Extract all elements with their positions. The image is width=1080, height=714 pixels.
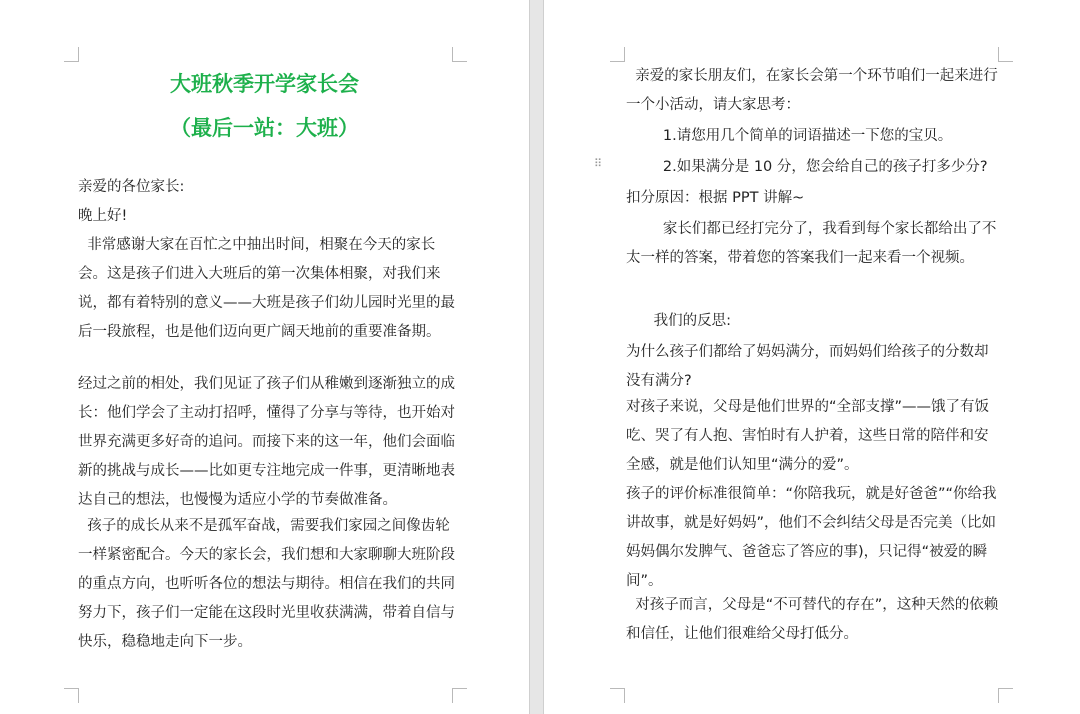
document-subtitle: （最后一站：大班） — [170, 116, 359, 140]
cooperation-paragraph: 孩子的成长从来不是孤军奋战，需要我们家园之间像齿轮一样紧密配合。今天的家长会，我们想和大家聊聊大班阶段的重点方向，也听听各位的想法与期待。相信在我们的共同努力下，孩子们一定能在这段时光里收获满满，带着自信与快乐，稳稳地走向下一步。 — [78, 518, 455, 650]
crop-mark-bottom-right — [452, 688, 467, 703]
crop-mark-top-right — [998, 47, 1013, 62]
reflection-irreplaceable: 对孩子而言，父母是“不可替代的存在”，这种天然的依赖和信任，让他们很难给父母打低分。 — [626, 597, 999, 642]
crop-mark-bottom-left — [64, 688, 79, 703]
intro-paragraph: 非常感谢大家在百忙之中抽出时间，相聚在今天的家长会。这是孩子们进入大班后的第一次集体相聚，对我们来说，都有着特别的意义——大班是孩子们幼儿园时光里的最后一段旅程，也是他们迈向更广阔天地前的重要准备期。 — [78, 237, 455, 340]
crop-mark-bottom-right — [998, 688, 1013, 703]
left-page — [0, 0, 529, 714]
crop-mark-top-left — [64, 47, 79, 62]
crop-mark-top-left — [610, 47, 625, 62]
question-one: 1.请您用几个简单的词语描述一下您的宝贝。 — [626, 128, 953, 144]
greeting-line: 亲爱的各位家长: — [78, 179, 185, 195]
reflection-standard: 孩子的评价标准很简单：“你陪我玩，就是好爸爸”“你给我讲故事，就是好妈妈”，他们不会纠结父母是否完美（比如妈妈偶尔发脾气、爸爸忘了答应的事)，只记得“被爱的瞬间”。 — [626, 486, 997, 589]
activity-intro: 亲爱的家长朋友们，在家长会第一个环节咱们一起来进行一个小活动，请大家思考： — [626, 68, 998, 113]
video-intro: 家长们都已经打完分了，我看到每个家长都给出了不太一样的答案，带着您的答案我们一起来看一个视频。 — [626, 221, 997, 266]
paragraph-drag-handle-icon[interactable]: ⠿ — [594, 157, 602, 170]
document-title: 大班秋季开学家长会 — [170, 72, 359, 96]
reflection-question: 为什么孩子们都给了妈妈满分，而妈妈们给孩子的分数却没有满分? — [626, 344, 989, 389]
reflection-support: 对孩子来说，父母是他们世界的“全部支撑”——饿了有饭吃、哭了有人抱、害怕时有人护着，这些日常的陪伴和安全感，就是他们认知里“满分的爱”。 — [626, 399, 990, 473]
growth-paragraph: 经过之前的相处，我们见证了孩子们从稚嫩到逐渐独立的成长：他们学会了主动打招呼，懂得了分享与等待，也开始对世界充满更多好奇的追问。而接下来的这一年，他们会面临新的挑战与成长——比如更专注地完成一件事，更清晰地表达自己的想法，也慢慢为适应小学的节奏做准备。 — [78, 376, 455, 508]
greeting-evening: 晚上好! — [78, 208, 128, 224]
right-page — [544, 0, 1080, 714]
deduction-reason: 扣分原因：根据 PPT 讲解~ — [626, 190, 805, 206]
question-two: 2.如果满分是 10 分，您会给自己的孩子打多少分? — [626, 159, 988, 175]
crop-mark-top-right — [452, 47, 467, 62]
page-gutter — [529, 0, 544, 714]
crop-mark-bottom-left — [610, 688, 625, 703]
reflection-heading: 我们的反思: — [626, 313, 732, 329]
